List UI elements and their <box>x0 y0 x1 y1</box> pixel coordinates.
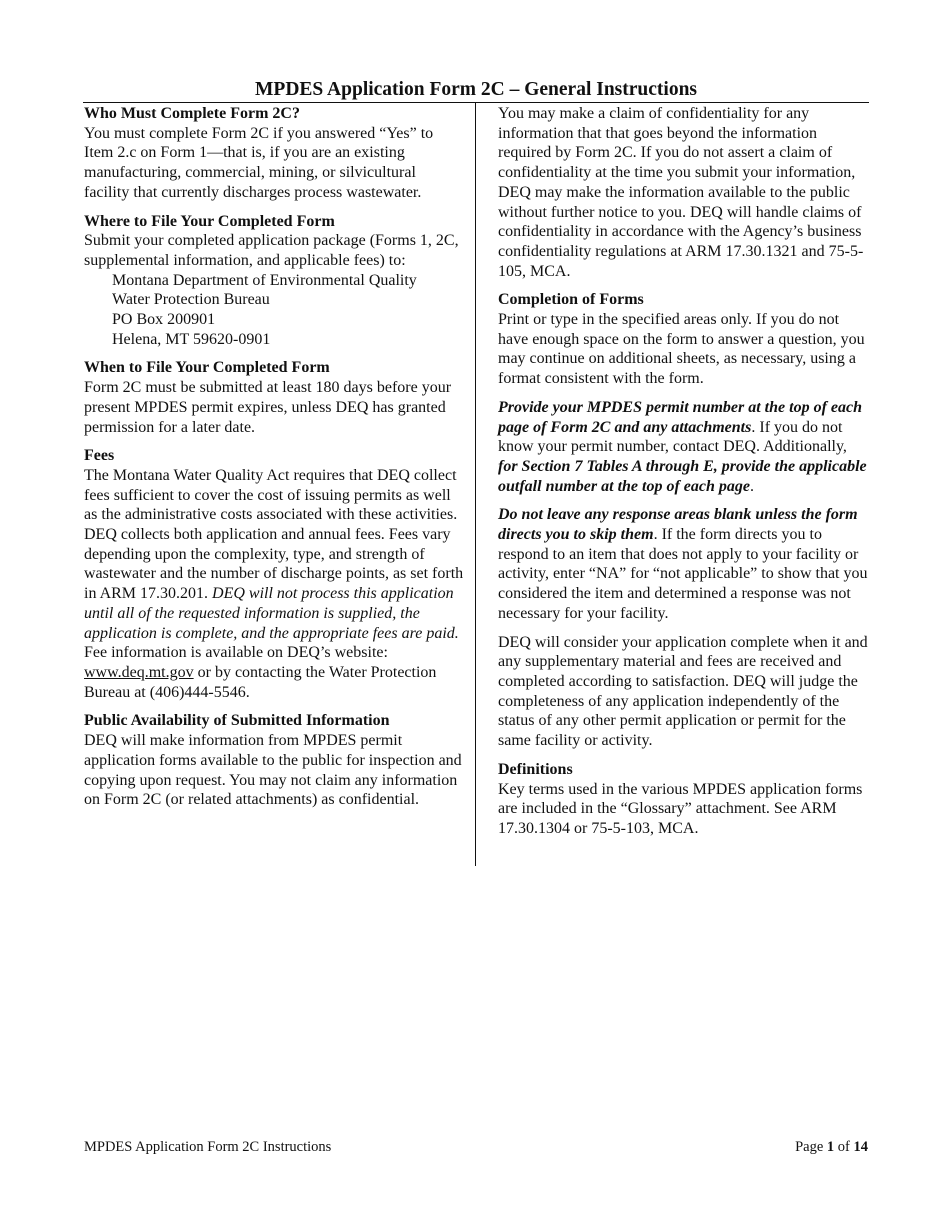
footer-page-number <box>795 1138 868 1156</box>
outfall-instruction: for Section 7 Tables A through E, provide the applicable outfall number at the top of each page <box>498 457 867 495</box>
completion-section <box>498 290 870 750</box>
when-text: Form 2C must be submitted at least 180 days before your present MPDES permit expires, unless DEQ has granted permission for a later date. <box>84 379 452 436</box>
address-line: Water Protection Bureau <box>112 291 270 309</box>
confidentiality-text: You may make a claim of confidentiality for any information that that goes beyond the information required by Form 2C. If you do not assert a claim of confidentiality at the time you submit your information, DEQ may make the information available to the public without further notice to you. DEQ will handle claims of confidentiality in accordance with the Agency’s business confidentiality regulations at ARM 17.30.1321 and 75-5-105, MCA. <box>498 105 864 280</box>
address-line: Helena, MT 59620-0901 <box>112 330 271 348</box>
completion-p1: Print or type in the specified areas only. If you do not have enough space on the form to answer a question, you may continue on additional sheets, as necessary, using a format consistent with the form. <box>498 311 865 388</box>
definitions-section <box>498 760 870 839</box>
right-column <box>498 104 870 848</box>
fees-text-3: or by contacting the Water Protection Bureau at (406)444-5546. <box>84 663 437 701</box>
completion-p4: DEQ will consider your application complete when it and any supplementary material and fees are received and completed according to satisfaction. DEQ will judge the completeness of any application independently of the status of any other permit application or permit for the same facility or activity. <box>498 633 868 750</box>
address-line: Montana Department of Environmental Quality <box>112 271 417 289</box>
public-section <box>84 711 464 810</box>
title-rule <box>83 102 869 103</box>
fees-text-1: The Montana Water Quality Act requires that DEQ collect fees sufficient to cover the cost of issuing permits as well as the administrative costs associated with these activities. DEQ collects both application and annual fees. Fees vary depending upon the complexity, type, and strength of wastewater and the number of discharge points, as set forth in ARM 17.30.201. <box>84 466 464 603</box>
when-section <box>84 358 464 437</box>
confidentiality-section <box>498 104 870 281</box>
completion-p2 <box>498 398 870 497</box>
left-column <box>84 104 464 819</box>
fees-text-2: Fee information is available on DEQ’s website: <box>84 644 388 662</box>
blank-areas-instruction: Do not leave any response areas blank unless the form directs you to skip them <box>498 506 858 544</box>
page-prefix: Page <box>795 1139 824 1155</box>
column-divider <box>475 103 476 866</box>
definitions-text: Key terms used in the various MPDES application forms are included in the “Glossary” attachment. See ARM 17.30.1304 or 75-5-103, MCA. <box>498 780 863 837</box>
address-line: PO Box 200901 <box>112 311 216 329</box>
page-of: of <box>837 1139 850 1155</box>
page-title: MPDES Application Form 2C – General Instructions <box>255 79 697 100</box>
completion-heading: Completion of Forms <box>498 291 644 309</box>
public-text: DEQ will make information from MPDES permit application forms available to the public for inspection and copying upon request. You may not claim any information on Form 2C (or related attachments) as confidential. <box>84 732 462 809</box>
page-current: 1 <box>826 1139 835 1155</box>
completion-p3-text: . If the form directs you to respond to an item that does not apply to your facility or activity, enter “NA” for “not applicable” to show that you considered the item and determined a response was not necessary for your facility. <box>498 526 868 622</box>
where-text: Submit your completed application package (Forms 1, 2C, supplemental information, and applicable fees) to: <box>84 232 459 269</box>
page-total: 14 <box>853 1139 868 1155</box>
definitions-heading: Definitions <box>498 760 573 778</box>
mailing-address <box>84 271 464 350</box>
who-heading: Who Must Complete Form 2C? <box>84 105 300 122</box>
who-section <box>84 104 464 203</box>
completion-p3 <box>498 505 870 623</box>
public-heading: Public Availability of Submitted Information <box>84 712 390 730</box>
fees-heading: Fees <box>84 447 115 465</box>
completion-p2-end: . <box>750 477 754 495</box>
where-section <box>84 212 464 350</box>
permit-number-instruction: Provide your MPDES permit number at the top of each page of Form 2C and any attachments <box>498 398 862 436</box>
fees-section <box>84 446 464 702</box>
where-heading: Where to File Your Completed Form <box>84 212 335 230</box>
footer-form-name: MPDES Application Form 2C Instructions <box>84 1139 332 1155</box>
who-text: You must complete Form 2C if you answered “Yes” to Item 2.c on Form 1—that is, if you are an existing manufacturing, commercial, mining, or silvicultural facility that currently discharges process wastewater. <box>84 124 434 201</box>
fees-warning: DEQ will not process this application until all of the requested information is supplied, the application is complete, and the appropriate fees are paid. <box>84 585 459 642</box>
completion-p2-text: . If you do not know your permit number, contact DEQ. Additionally, <box>498 418 847 456</box>
when-heading: When to File Your Completed Form <box>84 359 330 377</box>
deq-website-link[interactable]: www.deq.mt.gov <box>84 663 194 681</box>
fees-text <box>84 466 464 702</box>
